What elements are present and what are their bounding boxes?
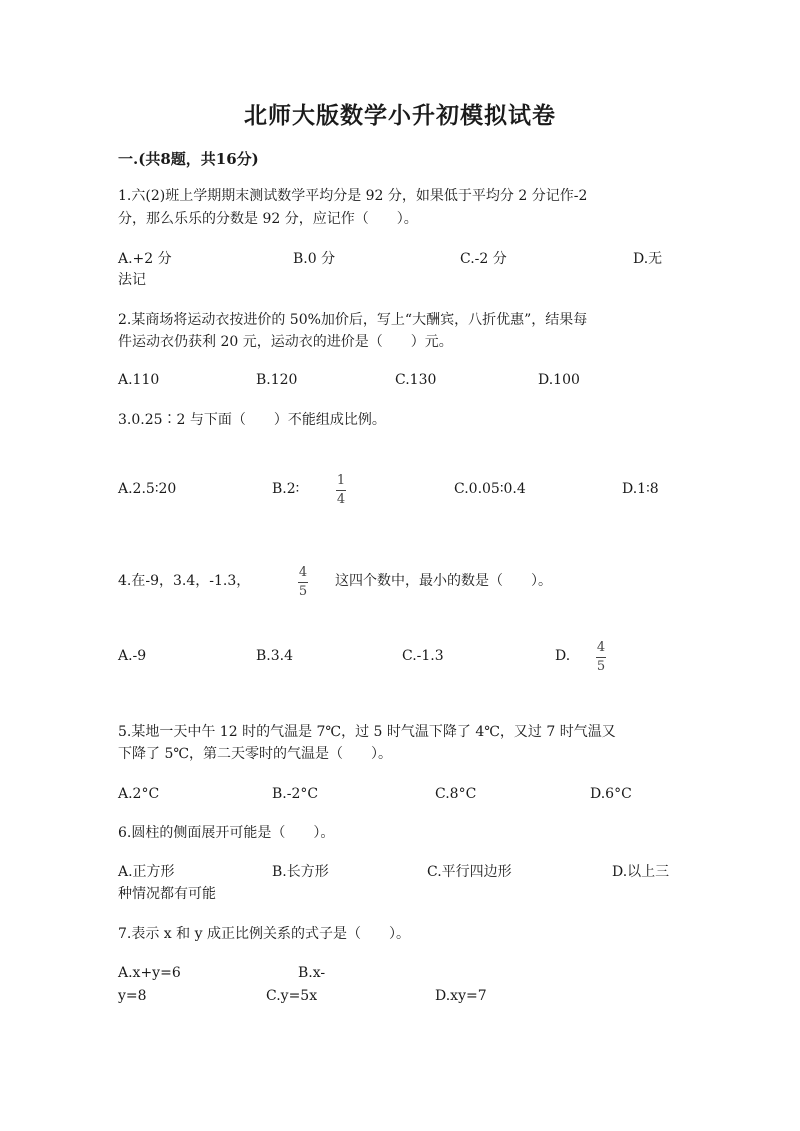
question-7-option-b-cont: y=8 bbox=[118, 988, 147, 1004]
fraction-bar bbox=[298, 582, 308, 583]
fraction-numerator: 4 bbox=[596, 640, 606, 655]
question-7-stem: 7.表示 x 和 y 成正比例关系的式子是（ ）。 bbox=[118, 926, 410, 942]
question-3-stem: 3.0.25∶2 与下面（ ）不能组成比例。 bbox=[118, 412, 386, 428]
question-4-option-b[interactable]: B.3.4 bbox=[256, 648, 294, 664]
fraction-numerator: 4 bbox=[298, 565, 308, 580]
fraction-numerator: 1 bbox=[336, 473, 346, 488]
question-5-line-2: 下降了 5℃，第二天零时的气温是（ ）。 bbox=[118, 746, 393, 762]
question-6-stem: 6.圆柱的侧面展开可能是（ ）。 bbox=[118, 825, 335, 841]
question-2-option-c[interactable]: C.130 bbox=[395, 372, 437, 388]
fraction-bar bbox=[596, 657, 606, 658]
question-2-line-2: 件运动衣仍获利 20 元，运动衣的进价是（ ）元。 bbox=[118, 334, 453, 350]
question-3-option-a[interactable]: A.2.5∶20 bbox=[118, 481, 177, 497]
question-7-option-d[interactable]: D.xy=7 bbox=[435, 988, 487, 1004]
question-1-option-d-cont: 法记 bbox=[118, 272, 146, 288]
question-6-option-d-cont: 种情况都有可能 bbox=[118, 886, 216, 902]
question-2-option-a[interactable]: A.110 bbox=[118, 372, 160, 388]
question-6-option-d[interactable]: D.以上三 bbox=[612, 864, 670, 880]
question-4-stem-start: 4.在-9，3.4，-1.3， bbox=[118, 573, 251, 589]
question-1-option-c[interactable]: C.-2 分 bbox=[460, 251, 507, 267]
question-3-option-b-fraction bbox=[336, 474, 346, 507]
question-3-option-b[interactable]: B.2∶ bbox=[272, 481, 300, 497]
question-4-stem-end: 这四个数中，最小的数是（ ）。 bbox=[335, 573, 552, 589]
section-heading: 一.(共8题，共16分) bbox=[118, 150, 259, 168]
question-6-option-b[interactable]: B.长方形 bbox=[272, 864, 329, 880]
question-2-line-1: 2.某商场将运动衣按进价的 50%加价后，写上“大酬宾，八折优惠”，结果每 bbox=[118, 312, 588, 328]
question-7-option-b[interactable]: B.x- bbox=[298, 965, 326, 981]
fraction-denominator: 5 bbox=[298, 584, 308, 599]
question-5-line-1: 5.某地一天中午 12 时的气温是 7℃，过 5 时气温下降了 4℃，又过 7 时气温又 bbox=[118, 724, 616, 740]
fraction-bar bbox=[336, 490, 346, 491]
question-4-option-d-fraction bbox=[596, 641, 606, 674]
question-3-option-d[interactable]: D.1∶8 bbox=[622, 481, 659, 497]
page-title: 北师大版数学小升初模拟试卷 bbox=[244, 103, 556, 129]
question-6-option-a[interactable]: A.正方形 bbox=[118, 864, 175, 880]
question-4-option-c[interactable]: C.-1.3 bbox=[402, 648, 444, 664]
question-3-option-c[interactable]: C.0.05∶0.4 bbox=[454, 481, 526, 497]
question-1-option-d[interactable]: D.无 bbox=[633, 251, 663, 267]
question-7-option-a[interactable]: A.x+y=6 bbox=[118, 965, 181, 981]
question-1-option-a[interactable]: A.+2 分 bbox=[118, 251, 172, 267]
question-4-option-d[interactable]: D. bbox=[555, 648, 571, 664]
question-6-option-c[interactable]: C.平行四边形 bbox=[427, 864, 512, 880]
question-2-option-b[interactable]: B.120 bbox=[256, 372, 298, 388]
question-5-option-b[interactable]: B.-2°C bbox=[272, 786, 319, 802]
question-4-stem-fraction bbox=[298, 566, 308, 599]
question-5-option-c[interactable]: C.8°C bbox=[435, 786, 477, 802]
question-1-option-b[interactable]: B.0 分 bbox=[293, 251, 336, 267]
question-1-line-2: 分，那么乐乐的分数是 92 分，应记作（ ）。 bbox=[118, 211, 418, 227]
question-7-option-c[interactable]: C.y=5x bbox=[266, 988, 318, 1004]
question-2-option-d[interactable]: D.100 bbox=[538, 372, 580, 388]
question-5-option-a[interactable]: A.2°C bbox=[118, 786, 160, 802]
question-1-line-1: 1.六(2)班上学期期末测试数学平均分是 92 分，如果低于平均分 2 分记作-2 bbox=[118, 188, 588, 204]
fraction-denominator: 5 bbox=[596, 659, 606, 674]
question-5-option-d[interactable]: D.6°C bbox=[590, 786, 632, 802]
question-4-option-a[interactable]: A.-9 bbox=[118, 648, 147, 664]
fraction-denominator: 4 bbox=[336, 492, 346, 507]
